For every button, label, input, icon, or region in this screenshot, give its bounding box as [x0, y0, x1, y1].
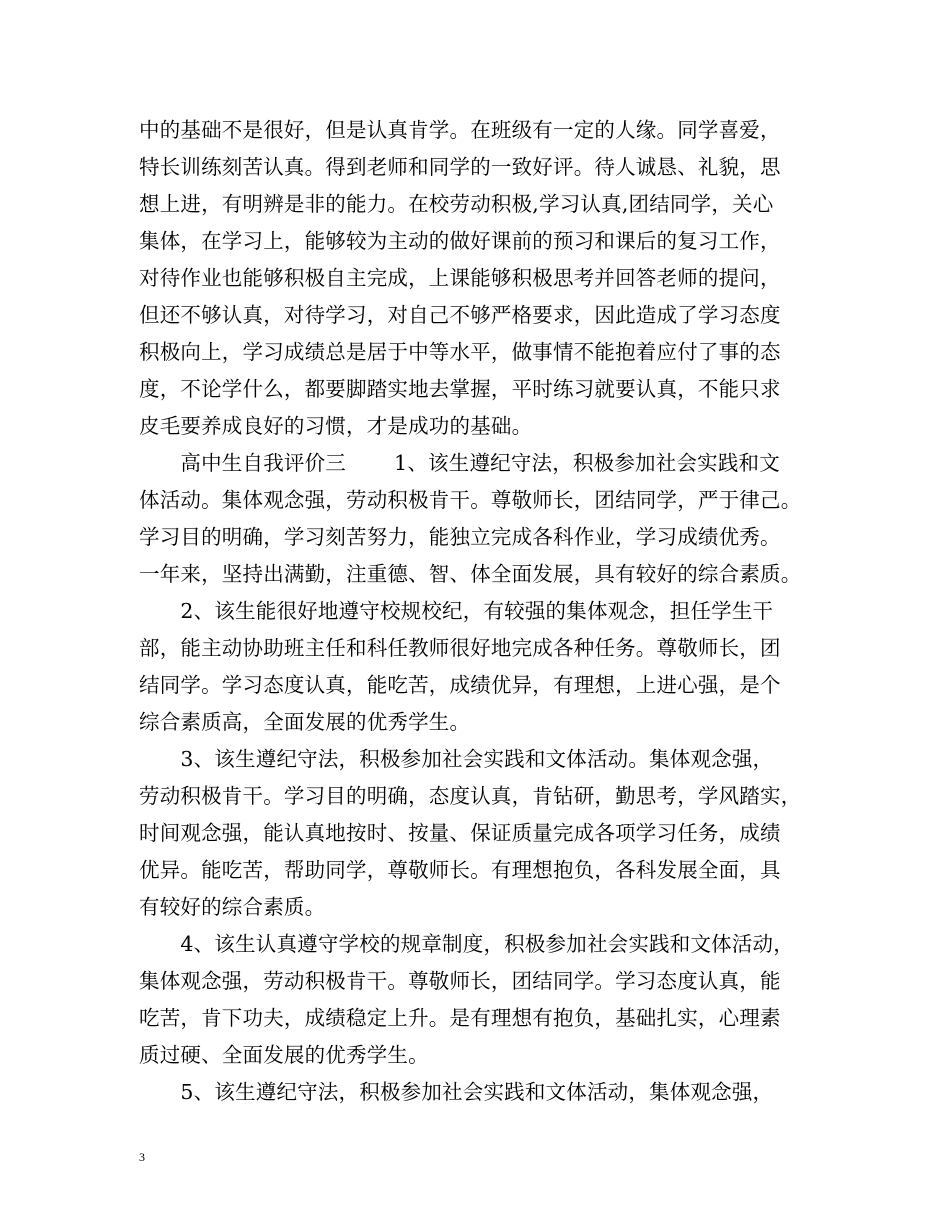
text-line: 优异。能吃苦，帮助同学，尊敬师长。有理想抱负，各科发展全面，具: [139, 858, 781, 882]
text-line: 皮毛要养成良好的习惯，才是成功的基础。: [139, 414, 533, 438]
text-line: 想上进，有明辨是非的能力。在校劳动积极,学习认真,团结同学，关心: [139, 192, 774, 216]
text-line: 劳动积极肯干。学习目的明确，态度认真，肯钻研，勤思考，学风踏实，: [139, 784, 802, 808]
text-line: 时间观念强，能认真地按时、按量、保证质量完成各项学习任务，成绩: [139, 821, 781, 845]
text-line: 有较好的综合素质。: [139, 895, 326, 919]
text-line: 学习目的明确，学习刻苦努力，能独立完成各科作业，学习成绩优秀。: [139, 525, 781, 549]
text-line: 一年来，坚持出满勤，注重德、智、体全面发展，具有较好的综合素质。: [139, 562, 802, 586]
text-line: 集体观念强，劳动积极肯干。尊敬师长，团结同学。学习态度认真，能: [139, 969, 781, 993]
text-line: 5、该生遵纪守法，积极参加社会实践和文体活动，集体观念强，: [139, 1080, 774, 1104]
text-line: 积极向上，学习成绩总是居于中等水平，做事情不能抱着应付了事的态: [139, 340, 781, 364]
text-line: 特长训练刻苦认真。得到老师和同学的一致好评。待人诚恳、礼貌，思: [139, 155, 781, 179]
text-line: 吃苦，肯下功夫，成绩稳定上升。是有理想有抱负，基础扎实，心理素: [139, 1006, 781, 1030]
text-line: 集体，在学习上，能够较为主动的做好课前的预习和课后的复习工作，: [139, 229, 781, 253]
text-line: 4、该生认真遵守学校的规章制度，积极参加社会实践和文体活动，: [139, 932, 794, 956]
text-line: 对待作业也能够积极自主完成，上课能够积极思考并回答老师的提问，: [139, 266, 781, 290]
text-line: 3、该生遵纪守法，积极参加社会实践和文体活动。集体观念强，: [139, 747, 774, 771]
text-line: 综合素质高，全面发展的优秀学生。: [139, 710, 471, 734]
text-line: 高中生自我评价三 1、该生遵纪守法，积极参加社会实践和文: [139, 451, 780, 475]
page-number: 3: [139, 1150, 145, 1164]
text-line: 部，能主动协助班主任和科任教师很好地完成各种任务。尊敬师长，团: [139, 636, 781, 660]
text-line: 但还不够认真，对待学习，对自己不够严格要求，因此造成了学习态度: [139, 303, 781, 327]
text-line: 结同学。学习态度认真，能吃苦，成绩优异，有理想，上进心强，是个: [139, 673, 781, 697]
text-line: 体活动。集体观念强，劳动积极肯干。尊敬师长，团结同学，严于律己。: [139, 488, 802, 512]
text-line: 中的基础不是很好，但是认真肯学。在班级有一定的人缘。同学喜爱，: [139, 118, 781, 142]
text-line: 度，不论学什么，都要脚踏实地去掌握，平时练习就要认真，不能只求: [139, 377, 781, 401]
text-line: 2、该生能很好地遵守校规校纪，有较强的集体观念，担任学生干: [139, 599, 774, 623]
text-line: 质过硬、全面发展的优秀学生。: [139, 1043, 429, 1067]
